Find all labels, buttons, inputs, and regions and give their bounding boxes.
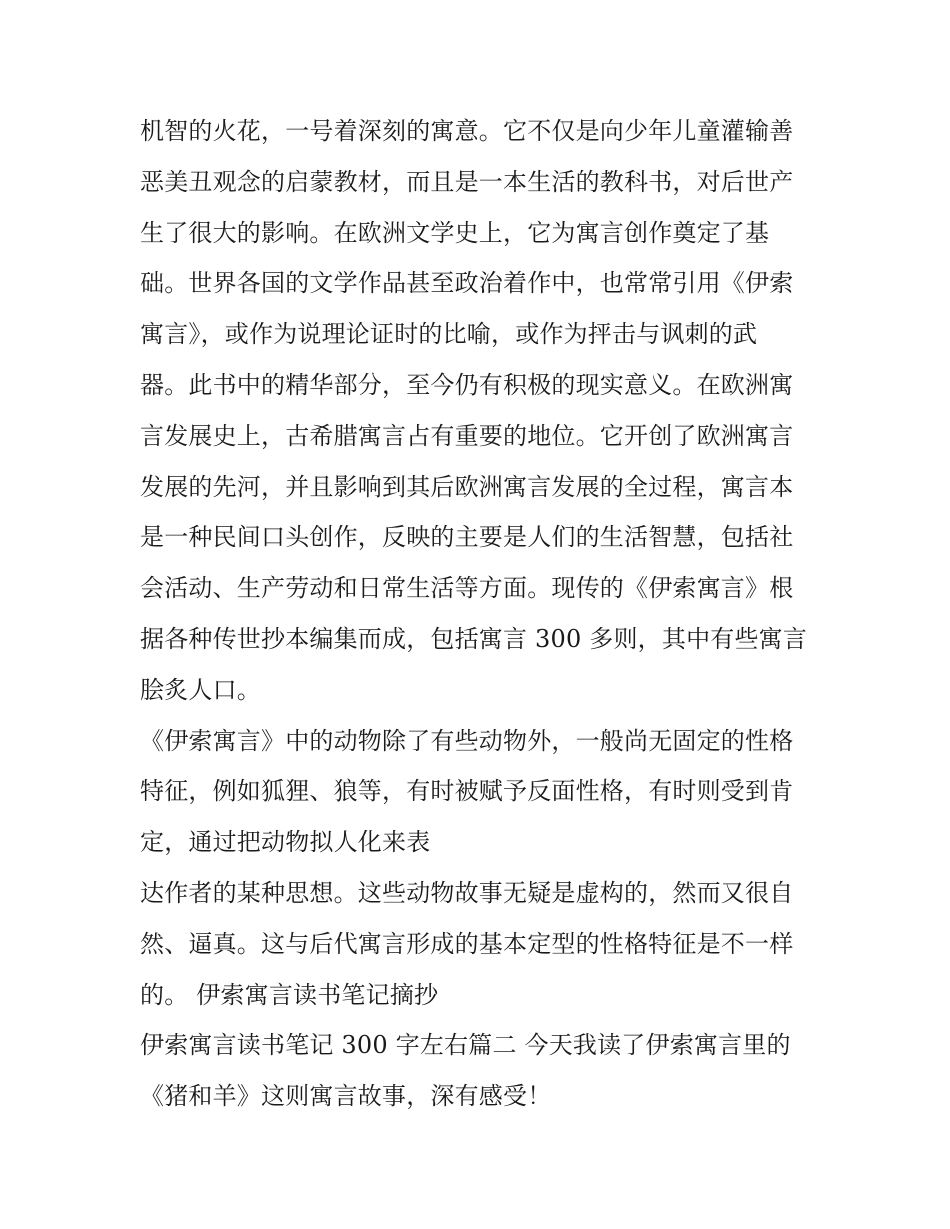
text-line: 据各种传世抄本编集而成，包括寓言 300 多则，其中有些寓言 [140,624,808,653]
text-line: 言发展史上，古希腊寓言占有重要的地位。它开创了欧洲寓言 [140,421,794,450]
text-line: 寓言》，或作为说理论证时的比喻，或作为抨击与讽刺的武 [140,320,758,349]
text-line: 机智的火花，一号着深刻的寓意。它不仅是向少年儿童灌输善 [140,117,794,145]
text-line: 伊索寓言读书笔记 300 字左右篇二 今天我读了伊索寓言里的 [140,1031,791,1060]
text-line: 《猪和羊》这则寓言故事，深有感受！ [140,1082,552,1111]
text-line: 的。 伊索寓言读书笔记摘抄 [140,980,439,1009]
text-line: 器。此书中的精华部分，至今仍有积极的现实意义。在欧洲寓 [140,370,794,399]
text-line: 会活动、生产劳动和日常生活等方面。现传的《伊索寓言》根 [140,574,794,603]
text-line: 脍炙人口。 [140,675,261,704]
text-line: 是一种民间口头创作，反映的主要是人们的生活智慧，包括社 [140,523,794,552]
text-line: 达作者的某种思想。这些动物故事无疑是虚构的，然而又很自 [140,878,794,907]
text-line: 发展的先河，并且影响到其后欧洲寓言发展的全过程，寓言本 [140,472,794,501]
text-line: 《伊索寓言》中的动物除了有些动物外，一般尚无固定的性格 [140,726,794,755]
text-line: 特征，例如狐狸、狼等，有时被赋予反面性格，有时则受到肯 [140,777,794,806]
text-line: 生了很大的影响。在欧洲文学史上，它为寓言创作奠定了基 [140,218,770,247]
text-line: 础。世界各国的文学作品甚至政治着作中，也常常引用《伊索 [140,269,794,298]
body-text [140,106,820,1122]
text-line: 定，通过把动物拟人化来表 [140,828,431,857]
text-line: 恶美丑观念的启蒙教材，而且是一本生活的教科书，对后世产 [140,167,794,196]
text-line: 然、逼真。这与后代寓言形成的基本定型的性格特征是不一样 [140,929,794,958]
